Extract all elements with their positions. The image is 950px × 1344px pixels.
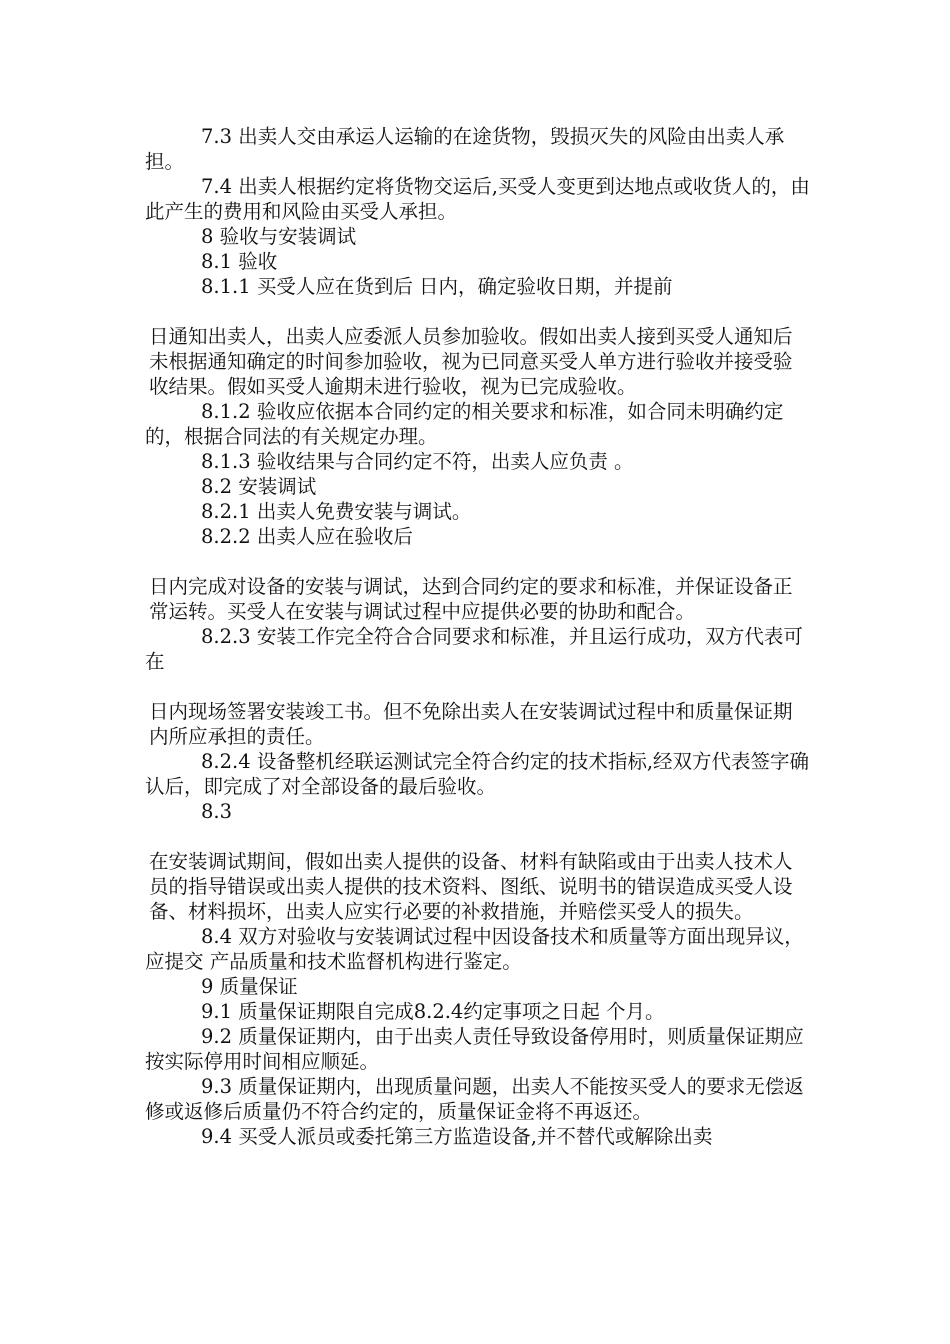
paragraph-p8_1_3: 8.1.3 验收结果与合同约定不符，出卖人应负责 。	[201, 450, 634, 473]
paragraph-p8_3: 8.3	[201, 800, 233, 823]
paragraph-p9_4: 9.4 买受人派员或委托第三方监造设备,并不替代或解除出卖	[201, 1125, 713, 1148]
paragraph-p8_2_2b: 日内完成对设备的安装与调试，达到合同约定的要求和标准，并保证设备正常运转。买受人在安装与调试过程中应提供必要的协助和配合。	[149, 575, 793, 623]
paragraph-p9_2: 9.2 质量保证期内，由于出卖人责任导致设备停用时，则质量保证期应按实际停用时间相应顺延。	[145, 1025, 804, 1073]
blank-line	[145, 549, 810, 574]
paragraph-p9_1: 9.1 质量保证期限自完成8.2.4约定事项之日起 个月。	[201, 1000, 665, 1023]
paragraph-p8_2_3: 8.2.3 安装工作完全符合合同要求和标准，并且运行成功，双方代表可在	[145, 625, 803, 673]
paragraph-p8_1_1b: 日通知出卖人，出卖人应委派人员参加验收。假如出卖人接到买受人通知后未根据通知确定的时间参加验收，视为已同意买受人单方进行验收并接受验收结果。假如买受人逾期未进行验收，视为已完成验收。	[149, 325, 793, 398]
paragraph-p9_3: 9.3 质量保证期内，出现质量问题，出卖人不能按买受人的要求无偿返修或返修后质量仍不符合约定的，质量保证金将不再返还。	[145, 1075, 804, 1123]
paragraph-p8_2_2: 8.2.2 出卖人应在验收后	[201, 525, 413, 548]
paragraph-p8: 8 验收与安装调试	[201, 225, 357, 248]
document-body	[145, 124, 810, 1149]
paragraph-p8_2_4: 8.2.4 设备整机经联运测试完全符合约定的技术指标,经双方代表签字确认后，即完成了对全部设备的最后验收。	[145, 750, 810, 798]
paragraph-p8_2: 8.2 安装调试	[201, 475, 317, 498]
paragraph-p8_2_3b: 日内现场签署安装竣工书。但不免除出卖人在安装调试过程中和质量保证期内所应承担的责任。	[149, 700, 793, 748]
blank-line	[145, 299, 810, 324]
paragraph-p7_4: 7.4 出卖人根据约定将货物交运后,买受人变更到达地点或收货人的，由此产生的费用和风险由买受人承担。	[145, 175, 810, 223]
paragraph-p8_2_1: 8.2.1 出卖人免费安装与调试。	[201, 500, 472, 523]
paragraph-p8_1_1: 8.1.1 买受人应在货到后 日内，确定验收日期，并提前	[201, 275, 673, 298]
blank-line	[145, 674, 810, 699]
paragraph-p8_1_2: 8.1.2 验收应依据本合同约定的相关要求和标准，如合同未明确约定的，根据合同法的有关规定办理。	[145, 400, 784, 448]
paragraph-p9: 9 质量保证	[201, 975, 298, 998]
blank-line	[145, 824, 810, 849]
paragraph-p8_3b: 在安装调试期间，假如出卖人提供的设备、材料有缺陷或由于出卖人技术人员的指导错误或出卖人提供的技术资料、图纸、说明书的错误造成买受人设备、材料损坏，出卖人应实行必要的补救措施，并赔偿买受人的损失。	[149, 850, 793, 923]
paragraph-p8_1: 8.1 验收	[201, 250, 278, 273]
paragraph-p8_4: 8.4 双方对验收与安装调试过程中因设备技术和质量等方面出现异议，应提交 产品质量和技术监督机构进行鉴定。	[145, 925, 804, 973]
paragraph-p7_3: 7.3 出卖人交由承运人运输的在途货物，毁损灭失的风险由出卖人承担。	[145, 125, 785, 173]
